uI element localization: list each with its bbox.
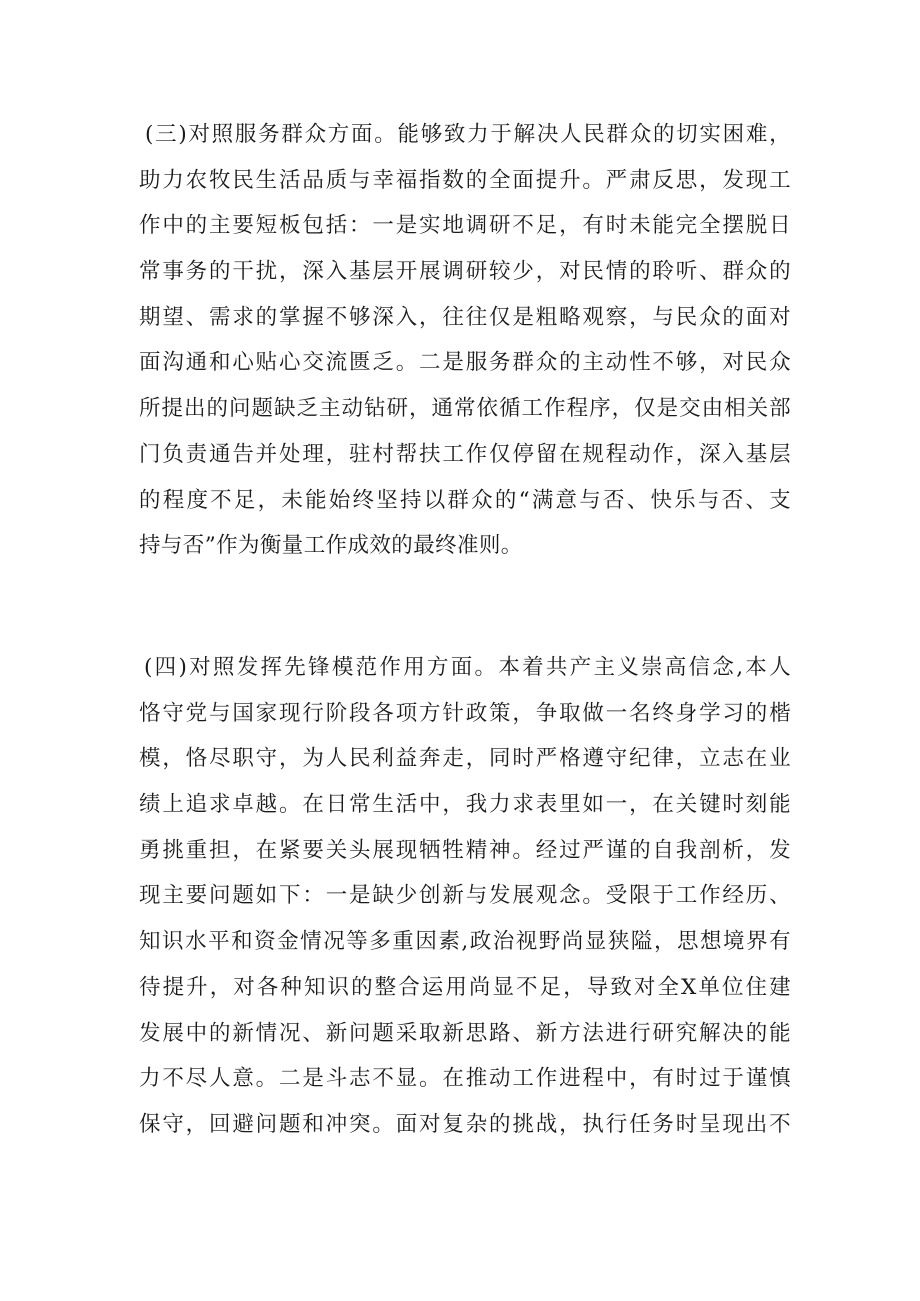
text-line: 力不尽人意。二是斗志不显。在推动工作进程中，有时过于谨慎 xyxy=(139,1066,791,1092)
text-line: 作中的主要短板包括：一是实地调研不足，有时未能完全摆脱日 xyxy=(139,213,791,239)
text-line: 面沟通和心贴心交流匮乏。二是服务群众的主动性不够，对民众 xyxy=(139,350,791,376)
text-line: 绩上追求卓越。在日常生活中，我力求表里如一，在关键时刻能 xyxy=(139,792,791,818)
text-line: (四)对照发挥先锋模范作用方面。本着共产主义崇高信念,本人 xyxy=(144,655,791,680)
text-line: 常事务的干扰，深入基层开展调研较少，对民情的聆听、群众的 xyxy=(139,259,791,285)
paragraph-serving-the-masses xyxy=(139,112,791,569)
text-line: 模，恪尽职守，为人民利益奔走，同时严格遵守纪律，立志在业 xyxy=(139,746,791,772)
text-line: 知识水平和资金情况等多重因素,政治视野尚显狭隘，思想境界有 xyxy=(139,929,791,955)
paragraph-vanguard-role xyxy=(139,645,791,1148)
text-line: 期望、需求的掌握不够深入，往往仅是粗略观察，与民众的面对 xyxy=(139,304,791,330)
text-line: 的程度不足，未能始终坚持以群众的“满意与否、快乐与否、支 xyxy=(139,487,791,513)
text-line: 待提升，对各种知识的整合运用尚显不足，导致对全X单位住建 xyxy=(139,974,791,1000)
text-line: (三)对照服务群众方面。能够致力于解决人民群众的切实困难， xyxy=(145,122,791,147)
text-line: 所提出的问题缺乏主动钻研，通常依循工作程序，仅是交由相关部 xyxy=(139,396,791,422)
text-line: 发展中的新情况、新问题采取新思路、新方法进行研究解决的能 xyxy=(139,1020,791,1046)
text-line: 持与否”作为衡量工作成效的最终准则。 xyxy=(139,533,523,559)
text-line: 门负责通告并处理，驻村帮扶工作仅停留在规程动作，深入基层 xyxy=(139,441,791,467)
text-line: 现主要问题如下：一是缺少创新与发展观念。受限于工作经历、 xyxy=(139,883,791,909)
text-line: 恪守党与国家现行阶段各项方针政策，争取做一名终身学习的楷 xyxy=(139,700,791,726)
text-line: 勇挑重担，在紧要关头展现牺牲精神。经过严谨的自我剖析，发 xyxy=(139,837,791,863)
text-line: 保守，回避问题和冲突。面对复杂的挑战，执行任务时呈现出不 xyxy=(139,1111,791,1137)
text-line: 助力农牧民生活品质与幸福指数的全面提升。严肃反思，发现工 xyxy=(139,167,791,193)
